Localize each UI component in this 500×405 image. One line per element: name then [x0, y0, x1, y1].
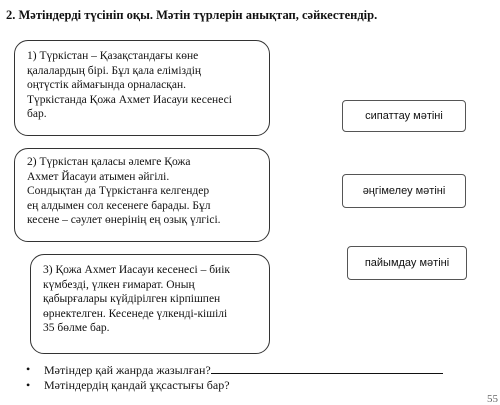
text-line: қалалардың бірі. Бұл қала еліміздің [27, 64, 202, 77]
text-line: 2) Түркістан қаласы әлемге Қожа [27, 156, 191, 168]
text-line: оңтүстік аймағында орналасқан. [27, 79, 186, 91]
text-box-3[interactable] [30, 254, 270, 354]
text-line: кесене – сәулет өнерінің ең озық үлгісі. [27, 214, 221, 226]
text-line: 35 бөлме бар. [43, 322, 110, 334]
text-line: Сондықтан да Түркістанға келгендер [27, 185, 210, 197]
type-box-narration[interactable]: әңгімелеу мәтіні [342, 174, 466, 208]
text-line: қабырғалары күйдірілген кірпішпен [43, 293, 221, 305]
text-line: 1) Түркістан – Қазақстандағы көне [27, 50, 199, 62]
page-number: 55 [487, 393, 498, 405]
bullet-icon: • [26, 378, 31, 392]
bullet-icon: • [26, 362, 31, 376]
question-item [26, 378, 494, 393]
text-line: өрнектелген. Кесенеде үлкенді-кішілі [43, 307, 228, 320]
text-box-2[interactable] [14, 148, 270, 242]
text-box-1[interactable] [14, 40, 270, 136]
text-line: бар. [27, 108, 47, 120]
answer-line[interactable] [211, 362, 443, 374]
question-text: Мәтіндер қай жанрда жазылған? [44, 363, 211, 377]
text-line: 3) Қожа Ахмет Иасауи кесенесі – биік [43, 264, 230, 276]
question-text: Мәтіндердің қандай ұқсастығы бар? [44, 378, 230, 392]
text-line: Түркістанда Қожа Ахмет Иасауи кесенесі [27, 93, 232, 106]
type-box-description[interactable]: сипаттау мәтіні [342, 100, 466, 132]
question-item [26, 362, 494, 378]
type-box-reasoning[interactable]: пайымдау мәтіні [347, 246, 467, 280]
question-list [26, 362, 494, 393]
text-line: күмбезді, үлкен ғимарат. Оның [43, 278, 195, 291]
task-title: 2. Мәтіндерді түсініп оқы. Мәтін түрлерін анықтап, сәйкестендір. [6, 8, 378, 22]
text-line: ең алдымен сол кесенеге барады. Бұл [27, 199, 211, 212]
text-line: Ахмет Йасауи атымен әйгілі. [27, 170, 170, 183]
